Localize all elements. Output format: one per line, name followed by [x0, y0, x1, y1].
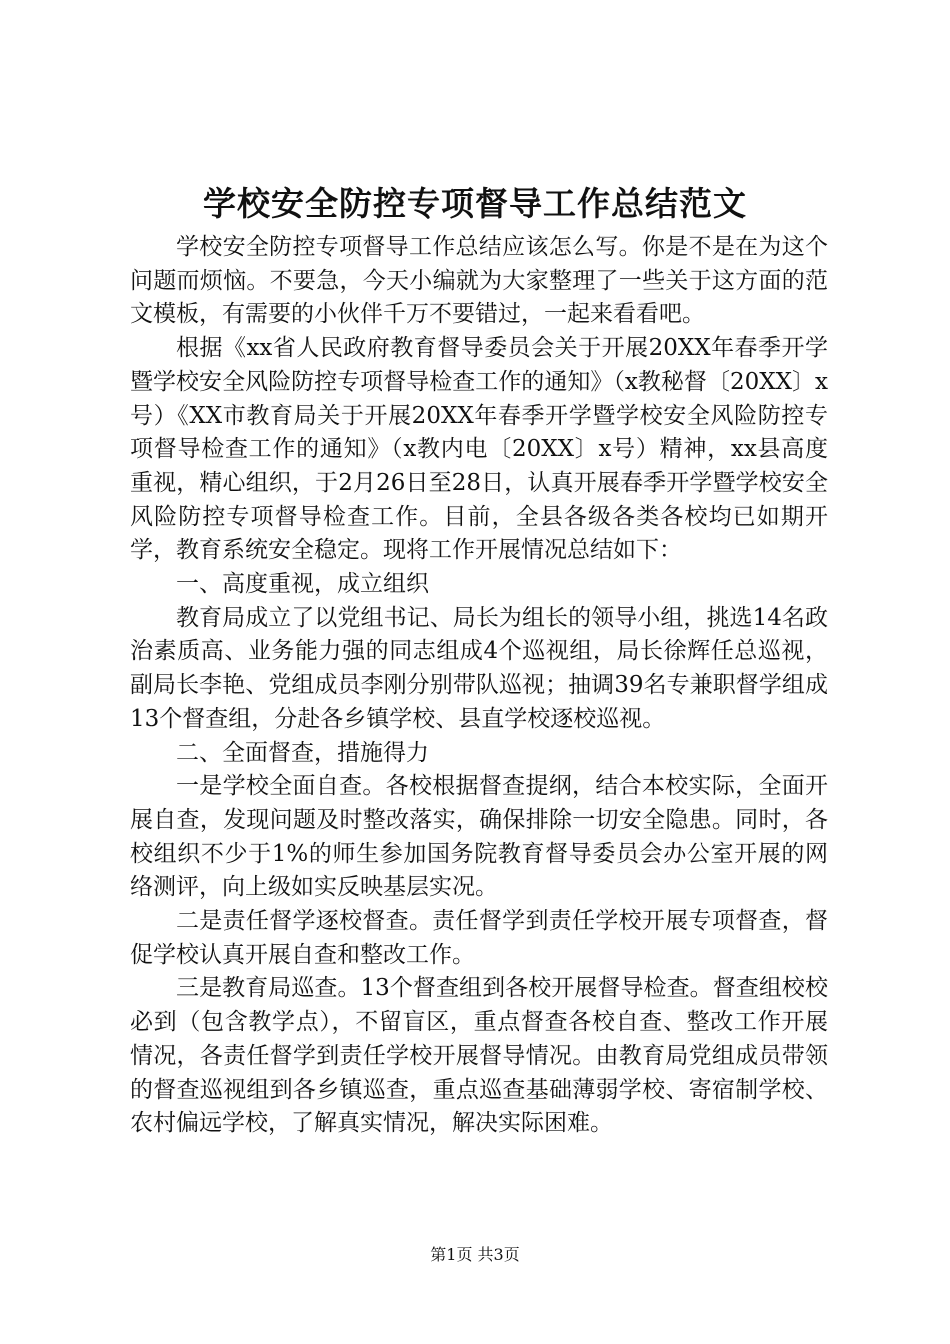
section-heading-2: 二、全面督查，措施得力	[176, 739, 429, 766]
page-footer: 第1页 共3页	[430, 1245, 520, 1264]
self-check-paragraph: 一是学校全面自查。各校根据督查提纲，结合本校实际，全面开展自查，发现问题及时整改落实，确保排除一切安全隐患。同时，各校组织不少于1%的师生参加国务院教育督导委员会办公室开展的网络测评，向上级如实反映基层实况。	[130, 773, 828, 901]
supervisor-check-paragraph: 二是责任督学逐校督查。责任督学到责任学校开展专项督查，督促学校认真开展自查和整改工作。	[130, 908, 828, 968]
document-body	[130, 231, 828, 1141]
bureau-inspection-paragraph: 三是教育局巡查。13个督查组到各校开展督导检查。督查组校校必到（包含教学点），不留盲区，重点督查各校自查、整改工作开展情况，各责任督学到责任学校开展督导情况。由教育局党组成员带领的督查巡视组到各乡镇巡查，重点巡查基础薄弱学校、寄宿制学校、农村偏远学校，了解真实情况，解决实际困难。	[130, 975, 828, 1137]
section-heading-1: 一、高度重视，成立组织	[176, 571, 429, 598]
section-1-paragraph: 教育局成立了以党组书记、局长为组长的领导小组，挑选14名政治素质高、业务能力强的同志组成4个巡视组，局长徐辉任总巡视，副局长李艳、党组成员李刚分别带队巡视；抽调39名专兼职督学组成13个督查组，分赴各乡镇学校、县直学校逐校巡视。	[130, 604, 828, 732]
intro-paragraph: 学校安全防控专项督导工作总结应该怎么写。你是不是在为这个问题而烦恼。不要急，今天小编就为大家整理了一些关于这方面的范文模板，有需要的小伙伴千万不要错过，一起来看看吧。	[130, 234, 828, 328]
document-title: 学校安全防控专项督导工作总结范文	[203, 184, 747, 223]
background-paragraph: 根据《xx省人民政府教育督导委员会关于开展20XX年春季开学暨学校安全风险防控专项督导检查工作的通知》（x教秘督〔20XX〕x号）《XX市教育局关于开展20XX年春季开学暨学校安全风险防控专项督导检查工作的通知》（x教内电〔20XX〕x号）精神，xx县高度重视，精心组织，于2月26日至28日，认真开展春季开学暨学校安全风险防控专项督导检查工作。目前，全县各级各类各校均已如期开学，教育系统安全稳定。现将工作开展情况总结如下：	[130, 335, 828, 564]
